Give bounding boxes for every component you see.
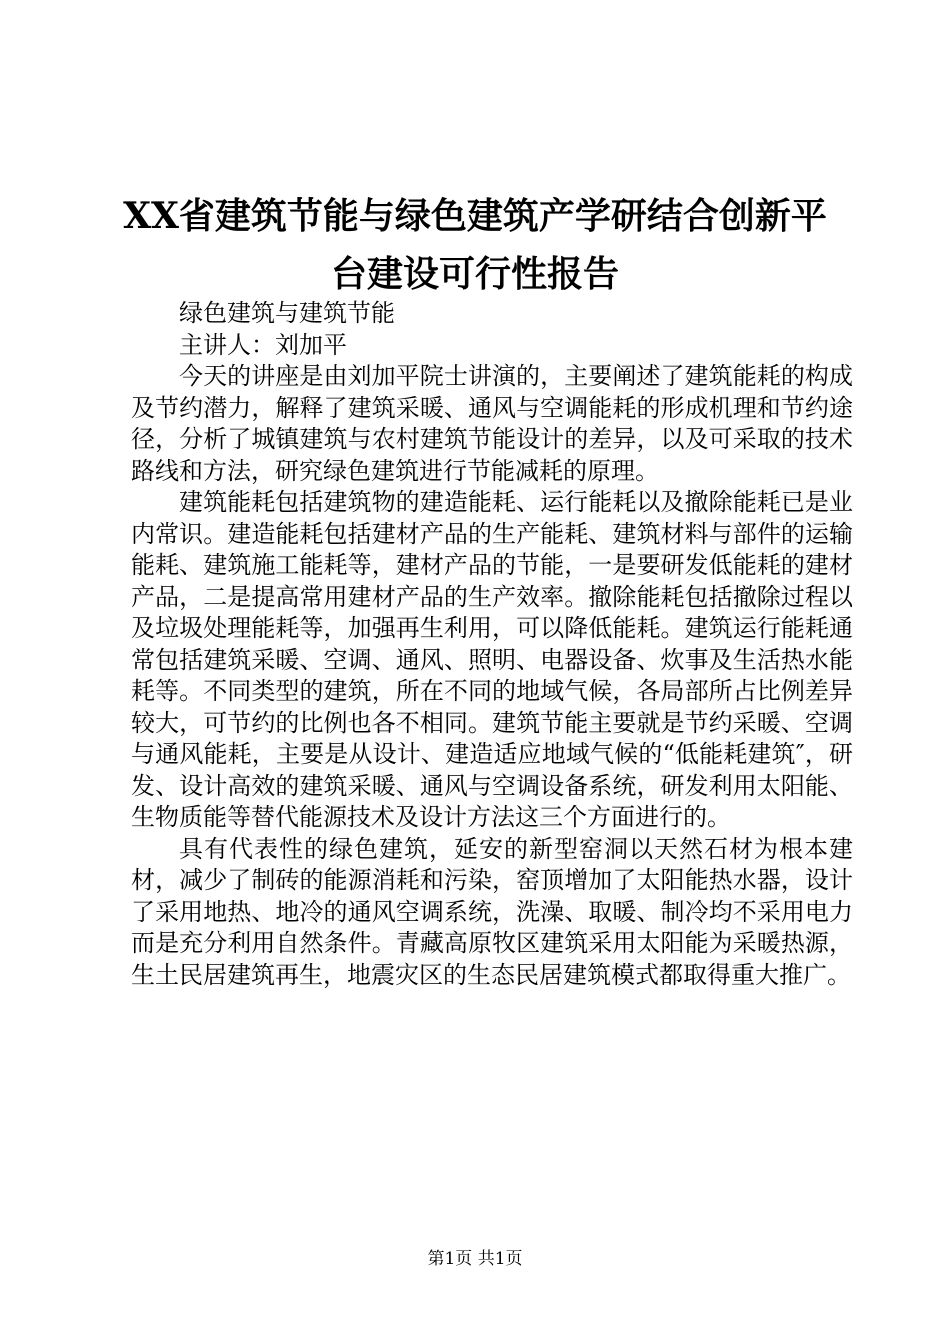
document-title-line-1: XX省建筑节能与绿色建筑产学研结合创新平 bbox=[123, 195, 827, 237]
document-body bbox=[131, 298, 853, 991]
page-footer: 第1页 共1页 bbox=[427, 1249, 523, 1269]
paragraph-green-building-examples: 具有代表性的绿色建筑，延安的新型窑洞以天然石材为根本建材，减少了制砖的能源消耗和污染，窑顶增加了太阳能热水器，设计了采用地热、地冷的通风空调系统，洗澡、取暖、制冷均不采用电力而是充分利用自然条件。青藏高原牧区建筑采用太阳能为采暖热源，生土民居建筑再生，地震灾区的生态民居建筑模式都取得重大推广。 bbox=[131, 834, 853, 989]
subtitle: 绿色建筑与建筑节能 bbox=[179, 299, 395, 327]
document-title-line-2: 台建设可行性报告 bbox=[330, 253, 619, 295]
speaker-line: 主讲人：刘加平 bbox=[179, 330, 347, 359]
paragraph-energy-consumption: 建筑能耗包括建筑物的建造能耗、运行能耗以及撤除能耗已是业内常识。建造能耗包括建材产品的生产能耗、建筑材料与部件的运输能耗、建筑施工能耗等，建材产品的节能，一是要研发低能耗的建材产品，二是提高常用建材产品的生产效率。撤除能耗包括撤除过程以及垃圾处理能耗等，加强再生利用，可以降低能耗。建筑运行能耗通常包括建筑采暖、空调、通风、照明、电器设备、炊事及生活热水能耗等。不同类型的建筑，所在不同的地域气候，各局部所占比例差异较大，可节约的比例也各不相同。建筑节能主要就是节约采暖、空调与通风能耗，主要是从设计、建造适应地域气候的“低能耗建筑″，研发、设计高效的建筑采暖、通风与空调设备系统，研发利用太阳能、生物质能等替代能源技术及设计方法这三个方面进行的。 bbox=[131, 488, 853, 831]
paragraph-intro: 今天的讲座是由刘加平院士讲演的，主要阐述了建筑能耗的构成及节约潜力，解释了建筑采暖、通风与空调能耗的形成机理和节约途径，分析了城镇建筑与农村建筑节能设计的差异，以及可采取的技术路线和方法，研究绿色建筑进行节能减耗的原理。 bbox=[131, 362, 853, 485]
